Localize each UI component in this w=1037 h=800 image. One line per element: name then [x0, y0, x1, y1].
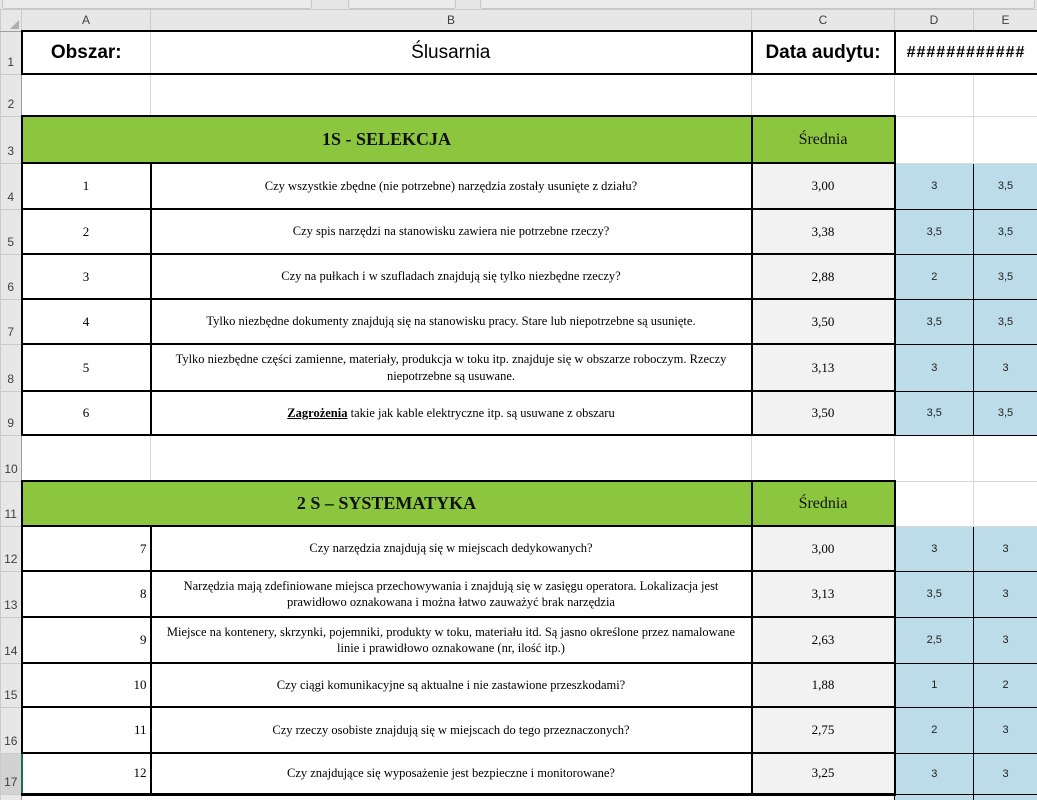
cell-D6-score[interactable]: 2	[895, 254, 974, 299]
cell-B17-question-text[interactable]: Czy znajdujące się wyposażenie jest bezpieczne i monitorowane?	[151, 753, 752, 794]
cell-D10[interactable]	[895, 435, 974, 481]
cell-A2[interactable]	[22, 74, 151, 116]
cell-E4-score[interactable]: 3,5	[974, 163, 1037, 209]
cell-E5-score[interactable]: 3,5	[974, 209, 1037, 254]
cell-B2[interactable]	[151, 74, 752, 116]
cell-A13-question-number[interactable]: 8	[22, 571, 151, 617]
formula-bar-edge	[0, 0, 1037, 9]
row-header-17[interactable]: 17	[1, 753, 22, 794]
cell-B13-question-text[interactable]: Narzędzia mają zdefiniowane miejsca przechowywania i znajdują się w zasięgu operatora. Lokalizacja jest prawidłowo oznakowana i można łatwo zauważyć brak narzędzia	[151, 571, 752, 617]
question-text-rest: takie jak kable elektryczne itp. są usuwane z obszaru	[347, 405, 615, 420]
row-header-13[interactable]: 13	[1, 571, 22, 617]
cell-C15-average[interactable]: 1,88	[752, 663, 895, 707]
cell-D12-score[interactable]: 3	[895, 526, 974, 571]
row-header-10[interactable]: 10	[1, 435, 22, 481]
cell-C8-average[interactable]: 3,13	[752, 344, 895, 391]
cell-C16-average[interactable]: 2,75	[752, 707, 895, 753]
cell-D15-score[interactable]: 1	[895, 663, 974, 707]
cell-A4-question-number[interactable]: 1	[22, 163, 151, 209]
cell-D18-partial[interactable]	[895, 794, 974, 800]
select-all-triangle-icon	[10, 20, 19, 29]
cell-C6-average[interactable]: 2,88	[752, 254, 895, 299]
emphasized-term: Zagrożenia	[287, 405, 348, 420]
column-header-C[interactable]: C	[752, 10, 895, 32]
select-all-corner[interactable]	[1, 10, 22, 32]
cell-A14-question-number[interactable]: 9	[22, 617, 151, 663]
column-header-E[interactable]: E	[974, 10, 1037, 32]
row-header-15[interactable]: 15	[1, 663, 22, 707]
cell-A15-question-number[interactable]: 10	[22, 663, 151, 707]
cell-E18-partial[interactable]	[974, 794, 1037, 800]
cell-E8-score[interactable]: 3	[974, 344, 1037, 391]
cell-A9-question-number[interactable]: 6	[22, 391, 151, 435]
row-header-14[interactable]: 14	[1, 617, 22, 663]
column-header-D[interactable]: D	[895, 10, 974, 32]
section-1-title[interactable]: 1S - SELEKCJA	[22, 116, 752, 163]
cell-B4-question-text[interactable]: Czy wszystkie zbędne (nie potrzebne) narzędzia zostały usunięte z działu?	[151, 163, 752, 209]
cell-C7-average[interactable]: 3,50	[752, 299, 895, 344]
column-header-B[interactable]: B	[151, 10, 752, 32]
row-header-5[interactable]: 5	[1, 209, 22, 254]
cell-D4-score[interactable]: 3	[895, 163, 974, 209]
cell-E11[interactable]	[974, 481, 1037, 526]
cell-B1-obszar-value[interactable]: Ślusarnia	[151, 31, 752, 74]
cell-E13-score[interactable]: 3	[974, 571, 1037, 617]
cell-A10[interactable]	[22, 435, 151, 481]
row-header-6[interactable]: 6	[1, 254, 22, 299]
section-1-avg-header[interactable]: Średnia	[752, 116, 895, 163]
row-header-4[interactable]: 4	[1, 163, 22, 209]
cell-D14-score[interactable]: 2,5	[895, 617, 974, 663]
cell-E17-score[interactable]: 3	[974, 753, 1037, 794]
section-2-title[interactable]: 2 S – SYSTEMATYKA	[22, 481, 752, 526]
cell-C13-average[interactable]: 3,13	[752, 571, 895, 617]
cell-E16-score[interactable]: 3	[974, 707, 1037, 753]
cell-D17-score[interactable]: 3	[895, 753, 974, 794]
spreadsheet-grid	[0, 9, 1037, 800]
cell-D3[interactable]	[895, 116, 974, 163]
cell-D11[interactable]	[895, 481, 974, 526]
cell-A6-question-number[interactable]: 3	[22, 254, 151, 299]
cell-A8-question-number[interactable]: 5	[22, 344, 151, 391]
cell-A5-question-number[interactable]: 2	[22, 209, 151, 254]
cell-E9-score[interactable]: 3,5	[974, 391, 1037, 435]
cell-A12-question-number[interactable]: 7	[22, 526, 151, 571]
cell-B15-question-text[interactable]: Czy ciągi komunikacyjne są aktualne i nie zastawione przeszkodami?	[151, 663, 752, 707]
name-box[interactable]	[2, 0, 312, 9]
cell-B9-question-text[interactable]	[151, 391, 752, 435]
cell-D2[interactable]	[895, 74, 974, 116]
cell-B16-question-text[interactable]: Czy rzeczy osobiste znajdują się w miejscach do tego przeznaczonych?	[151, 707, 752, 753]
cell-A17-question-number[interactable]: 12	[22, 753, 151, 794]
cell-D13-score[interactable]: 3,5	[895, 571, 974, 617]
cell-C10[interactable]	[752, 435, 895, 481]
row-header-1[interactable]: 1	[1, 31, 22, 74]
cell-B14-question-text[interactable]: Miejsce na kontenery, skrzynki, pojemniki, produkty w toku, materiału itd. Są jasno określone przez namalowane linie i prawidłowo oznakowane (nr, ilość itp.)	[151, 617, 752, 663]
cell-D8-score[interactable]: 3	[895, 344, 974, 391]
row-header-2[interactable]: 2	[1, 74, 22, 116]
cell-E14-score[interactable]: 3	[974, 617, 1037, 663]
cell-C14-average[interactable]: 2,63	[752, 617, 895, 663]
section-2-avg-header[interactable]: Średnia	[752, 481, 895, 526]
row-header-3[interactable]: 3	[1, 116, 22, 163]
cell-D9-score[interactable]: 3,5	[895, 391, 974, 435]
cell-E10[interactable]	[974, 435, 1037, 481]
cell-C5-average[interactable]: 3,38	[752, 209, 895, 254]
row-header-8[interactable]: 8	[1, 344, 22, 391]
cell-C1-date-label[interactable]: Data audytu:	[752, 31, 895, 74]
cell-E7-score[interactable]: 3,5	[974, 299, 1037, 344]
formula-buttons[interactable]	[348, 0, 456, 9]
row-header-16[interactable]: 16	[1, 707, 22, 753]
cell-C12-average[interactable]: 3,00	[752, 526, 895, 571]
cell-D16-score[interactable]: 2	[895, 707, 974, 753]
cell-B8-question-text[interactable]: Tylko niezbędne części zamienne, materiały, produkcja w toku itp. znajduje się w obszarze roboczym. Rzeczy niepotrzebne są usuwane.	[151, 344, 752, 391]
cell-C2[interactable]	[752, 74, 895, 116]
cell-B6-question-text[interactable]: Czy na pułkach i w szufladach znajdują się tylko niezbędne rzeczy?	[151, 254, 752, 299]
row-header-18-partial[interactable]	[1, 794, 22, 800]
cell-B12-question-text[interactable]: Czy narzędzia znajdują się w miejscach dedykowanych?	[151, 526, 752, 571]
cell-E3[interactable]	[974, 116, 1037, 163]
cell-D1-date-value[interactable]: ############	[895, 31, 1037, 74]
cell-E15-score[interactable]: 2	[974, 663, 1037, 707]
cell-C17-average[interactable]: 3,25	[752, 753, 895, 794]
formula-input[interactable]	[480, 0, 1035, 9]
cell-B5-question-text[interactable]: Czy spis narzędzi na stanowisku zawiera nie potrzebne rzeczy?	[151, 209, 752, 254]
cell-A16-question-number[interactable]: 11	[22, 707, 151, 753]
column-header-A[interactable]: A	[22, 10, 151, 32]
cell-A7-question-number[interactable]: 4	[22, 299, 151, 344]
cell-D7-score[interactable]: 3,5	[895, 299, 974, 344]
cell-E12-score[interactable]: 3	[974, 526, 1037, 571]
row-header-7[interactable]: 7	[1, 299, 22, 344]
cell-A1-obszar-label[interactable]: Obszar:	[22, 31, 151, 74]
cell-E6-score[interactable]: 3,5	[974, 254, 1037, 299]
cell-C4-average[interactable]: 3,00	[752, 163, 895, 209]
row-header-12[interactable]: 12	[1, 526, 22, 571]
cell-B7-question-text[interactable]: Tylko niezbędne dokumenty znajdują się na stanowisku pracy. Stare lub niepotrzebne są usunięte.	[151, 299, 752, 344]
row-header-11[interactable]: 11	[1, 481, 22, 526]
cell-E2[interactable]	[974, 74, 1037, 116]
cell-C18-partial[interactable]	[752, 794, 895, 800]
cell-D5-score[interactable]: 3,5	[895, 209, 974, 254]
row-header-9[interactable]: 9	[1, 391, 22, 435]
cell-B10[interactable]	[151, 435, 752, 481]
cell-A18-partial[interactable]	[22, 794, 151, 800]
cell-C9-average[interactable]: 3,50	[752, 391, 895, 435]
cell-B18-partial[interactable]	[151, 794, 752, 800]
